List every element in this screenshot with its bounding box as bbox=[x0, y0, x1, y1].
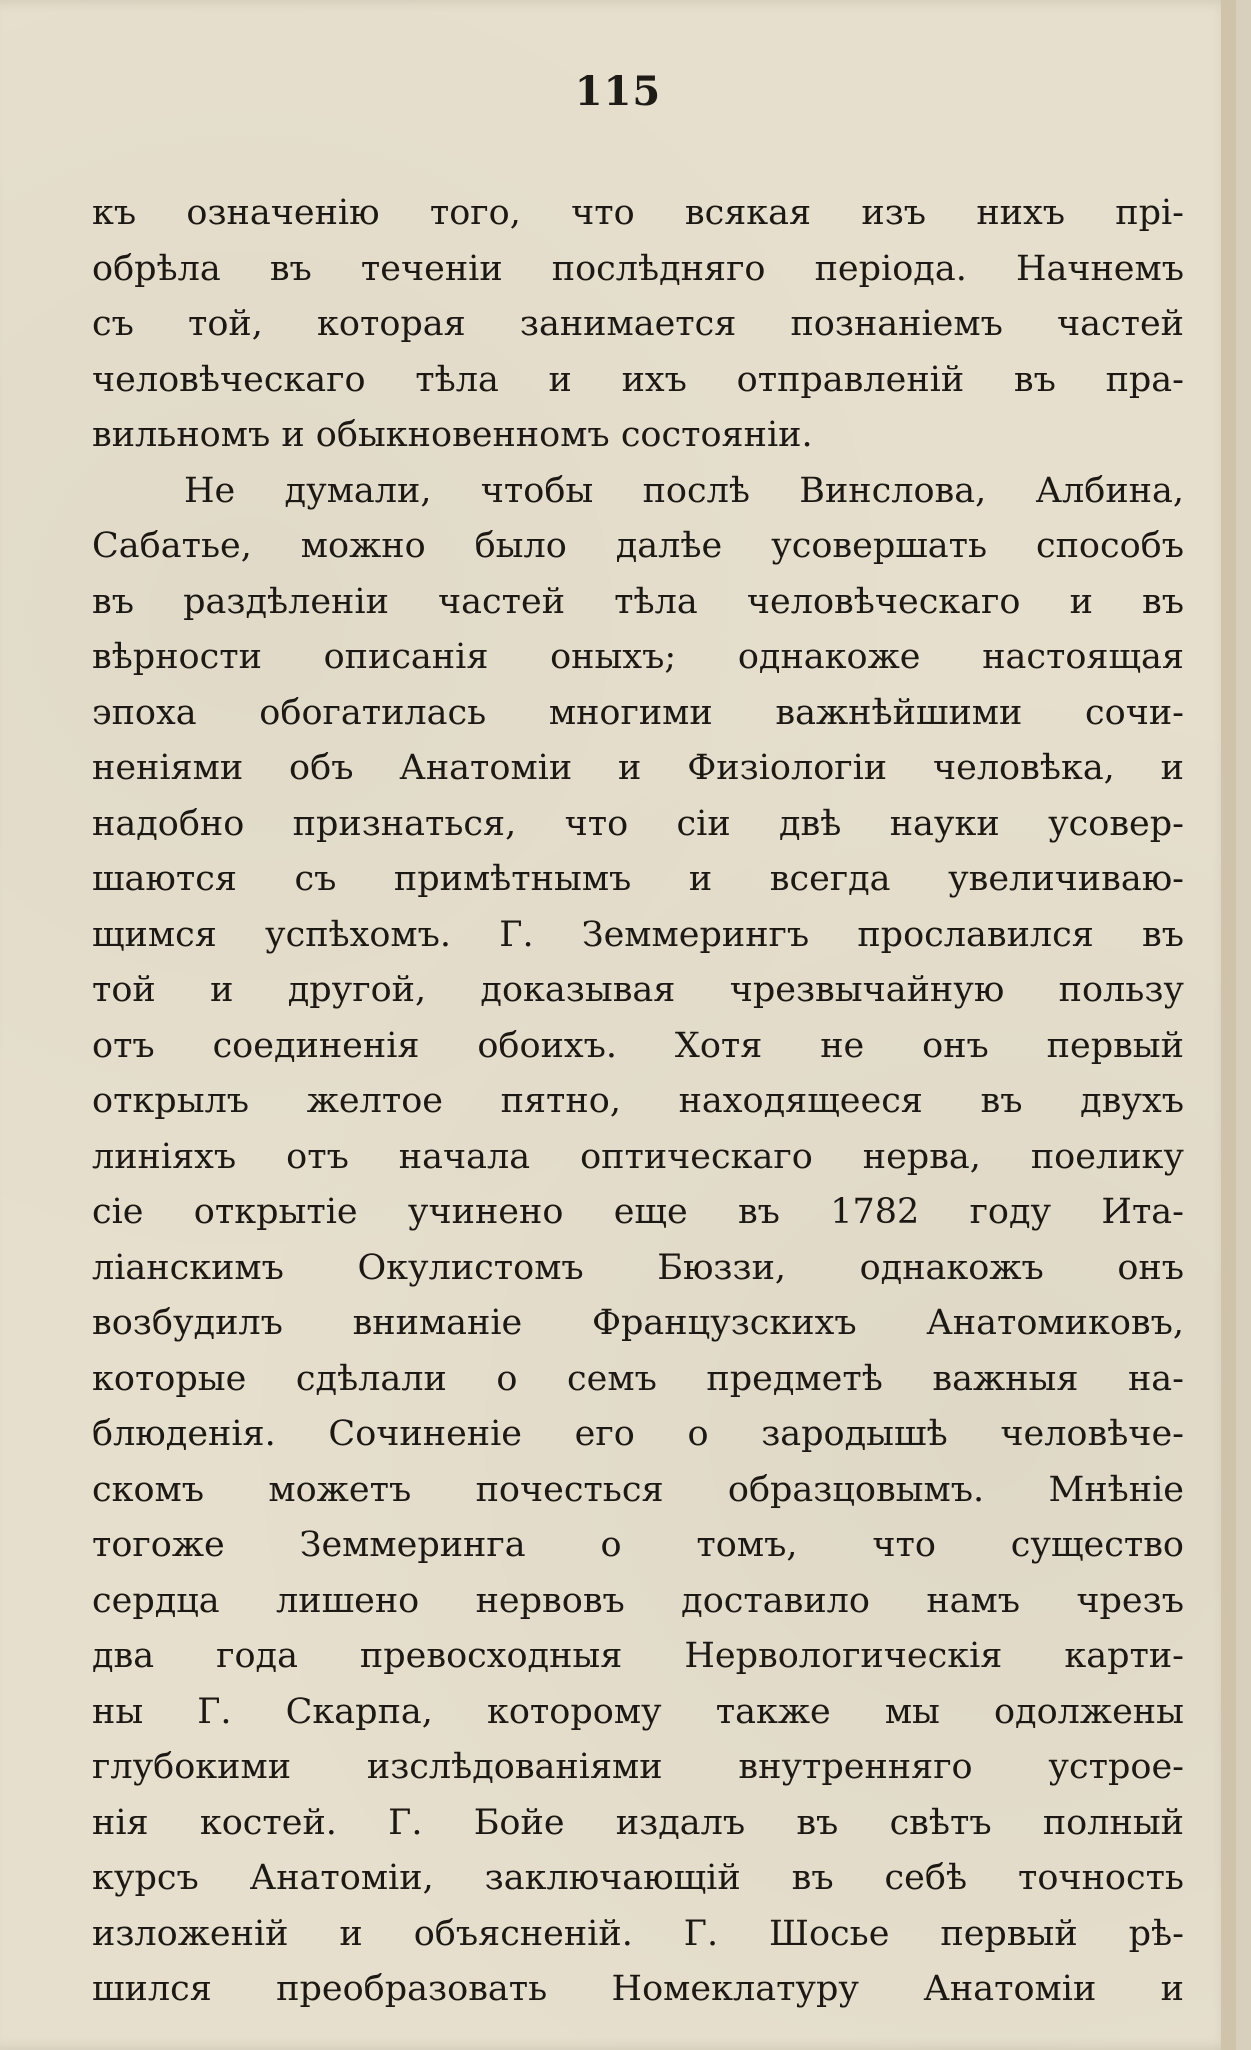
text-line-content: шаются съ примѣтнымъ и всегда увеличиваю- bbox=[92, 859, 1184, 899]
text-line-content: той и другой, доказывая чрезвычайную пользу bbox=[92, 970, 1184, 1010]
text-line bbox=[92, 297, 1184, 353]
text-line bbox=[92, 852, 1184, 908]
text-line bbox=[92, 1463, 1184, 1519]
text-line bbox=[92, 1518, 1184, 1574]
text-line bbox=[92, 1574, 1184, 1630]
text-line-content: глубокими изслѣдованіями внутренняго устрое- bbox=[92, 1747, 1184, 1787]
text-line-content: тогоже Земмеринга о томъ, что существо bbox=[92, 1525, 1184, 1565]
text-line-content: вѣрности описанія оныхъ; однакоже настоящая bbox=[92, 637, 1184, 677]
text-line-content: блюденія. Сочиненіе его о зародышѣ человѣче- bbox=[92, 1414, 1184, 1454]
text-line bbox=[92, 1352, 1184, 1408]
text-line-content: возбудилъ вниманіе Французскихъ Анатомиковъ, bbox=[92, 1303, 1184, 1343]
text-line-content: ліанскимъ Окулистомъ Бюззи, однакожъ онъ bbox=[92, 1247, 1184, 1288]
text-line bbox=[92, 1796, 1184, 1852]
text-line-content: курсъ Анатоміи, заключающій въ себѣ точность bbox=[92, 1858, 1184, 1898]
text-line-content: изложеній и объясненій. Г. Шосье первый рѣ- bbox=[92, 1913, 1184, 1954]
text-line bbox=[92, 575, 1184, 631]
text-line-content: обрѣла въ теченіи послѣдняго періода. Начнемъ bbox=[92, 248, 1184, 289]
text-line-content: человѣческаго тѣла и ихъ отправленій въ пра- bbox=[92, 359, 1184, 400]
page-edge bbox=[1221, 0, 1236, 2050]
text-line bbox=[92, 408, 1184, 464]
text-line bbox=[92, 242, 1184, 298]
text-line bbox=[92, 1629, 1184, 1685]
text-line-content: Не думали, чтобы послѣ Винслова, Албина, bbox=[184, 470, 1184, 511]
text-line-content: которые сдѣлали о семъ предметѣ важныя на- bbox=[92, 1358, 1184, 1399]
page-number: 115 bbox=[574, 68, 662, 115]
text-line-content: неніями объ Анатоміи и Физіологіи человѣка, и bbox=[92, 748, 1184, 788]
text-line bbox=[92, 519, 1184, 575]
text-line-content: сіе открытіе учинено еще въ 1782 году Ита- bbox=[92, 1192, 1184, 1232]
text-line-content: отъ соединенія обоихъ. Хотя не онъ первый bbox=[92, 1025, 1184, 1066]
text-line-content: надобно признаться, что сіи двѣ науки усовер- bbox=[92, 803, 1184, 844]
text-line-content: въ раздѣленіи частей тѣла человѣческаго и въ bbox=[92, 581, 1184, 622]
text-line bbox=[92, 1130, 1184, 1186]
text-line bbox=[92, 630, 1184, 686]
text-line-content: шился преобразовать Номеклатуру Анатоміи и bbox=[92, 1969, 1184, 2009]
text-line bbox=[92, 1962, 1184, 2018]
text-line-content: вильномъ и обыкновенномъ состояніи. bbox=[92, 415, 813, 455]
text-line-content: скомъ можетъ почесться образцовымъ. Мнѣніе bbox=[92, 1469, 1184, 1510]
text-line-content: Сабатье, можно было далѣе усовершать способъ bbox=[92, 526, 1184, 566]
text-line bbox=[92, 741, 1184, 797]
text-line bbox=[92, 1019, 1184, 1075]
text-line bbox=[92, 963, 1184, 1019]
text-line-content: линіяхъ отъ начала оптическаго нерва, поелику bbox=[92, 1136, 1184, 1177]
text-line-content: съ той, которая занимается познаніемъ частей bbox=[92, 304, 1184, 344]
text-line bbox=[92, 1241, 1184, 1297]
text-line-content: эпоха обогатилась многими важнѣйшими сочи- bbox=[92, 692, 1184, 733]
text-line bbox=[92, 1407, 1184, 1463]
text-line bbox=[92, 797, 1184, 853]
text-line bbox=[92, 1907, 1184, 1963]
text-line-content: сердца лишено нервовъ доставило намъ чрезъ bbox=[92, 1580, 1184, 1621]
text-line bbox=[92, 464, 1184, 520]
text-line bbox=[92, 908, 1184, 964]
text-line-content: два года превосходныя Нервологическія карти- bbox=[92, 1636, 1184, 1676]
text-line bbox=[92, 686, 1184, 742]
text-line-content: щимся успѣхомъ. Г. Земмерингъ прославился въ bbox=[92, 914, 1184, 955]
text-line bbox=[92, 1296, 1184, 1352]
text-line bbox=[92, 1074, 1184, 1130]
text-line bbox=[92, 1851, 1184, 1907]
text-line bbox=[92, 1185, 1184, 1241]
text-line-content: къ означенію того, что всякая изъ нихъ прі- bbox=[92, 193, 1184, 233]
body-text bbox=[92, 186, 1184, 2018]
text-line-content: нія костей. Г. Бойе издалъ въ свѣтъ полный bbox=[92, 1802, 1184, 1843]
text-line bbox=[92, 1740, 1184, 1796]
text-line bbox=[92, 1685, 1184, 1741]
text-line bbox=[92, 353, 1184, 409]
text-line bbox=[92, 186, 1184, 242]
text-line-content: ны Г. Скарпа, которому также мы одолжены bbox=[92, 1691, 1184, 1732]
text-line-content: открылъ желтое пятно, находящееся въ двухъ bbox=[92, 1081, 1184, 1121]
